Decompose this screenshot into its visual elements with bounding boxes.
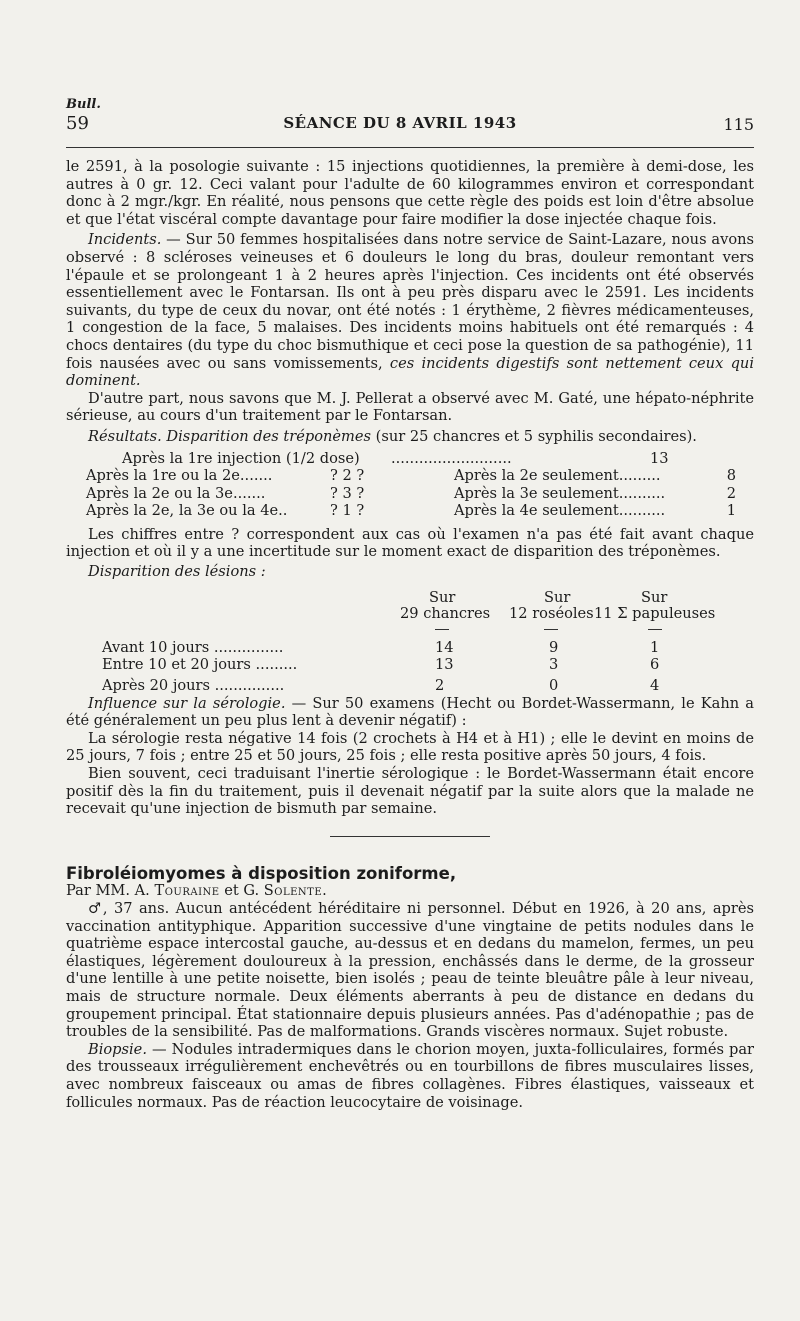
col-sur: Sur xyxy=(544,588,571,606)
row-right: Après la 4e seulement.......... xyxy=(454,502,666,520)
row-left: Après la 2e, la 3e ou la 4e.. xyxy=(86,502,288,520)
row-left: Après la 2e ou la 3e....... xyxy=(86,484,266,502)
article-title: Fibroléiomyomes à disposition zoniforme, xyxy=(66,863,457,883)
col-dash xyxy=(648,629,662,630)
lesions-table-last xyxy=(66,677,754,695)
authors-end: . xyxy=(322,882,327,900)
case-paragraph: ♂, 37 ans. Aucun antécédent héréditaire ni personnel. Début en 1926, à 20 ans, après vaccination antityphique. Apparition successive d'une vingtaine de petits nodules dans le quatrième espace intercostal gauche, au-dessus et en dedans du mamelon, fermes, un peu élastiques, légèrement douloureux à la pression, enchâssés dans le derme, de la grosseur d'une lentille à une petite noisette, bien isolés ; peau de teinte bleuâtre pâle à leur niveau, mais de structure normale. Deux éléments aberrants à peu de distance en dedans du groupement principal. État stationnaire depuis plusieurs années. Pas d'adénopathie ; pas de troubles de la sensibilité. Pas de malformations. Grands viscères normaux. Sujet robuste. xyxy=(66,900,754,1041)
table-row xyxy=(66,502,754,520)
resultats-text: (sur 25 chancres et 5 syphilis secondaires). xyxy=(371,427,697,445)
resultats-label: Résultats. Disparition des tréponèmes xyxy=(88,427,371,445)
lesion-value: 6 xyxy=(650,655,660,673)
treponemes-table xyxy=(66,450,754,520)
lesions-table xyxy=(66,581,754,677)
biopsie-label: Biopsie. xyxy=(88,1040,147,1058)
row-label: Après la 1re injection (1/2 dose) xyxy=(122,449,360,467)
row-right-value: 8 xyxy=(726,467,736,485)
lesion-value: 13 xyxy=(435,655,454,673)
lesions-label: Disparition des lésions : xyxy=(88,563,266,581)
volume-number: 59 xyxy=(66,113,89,134)
row-left: Après la 1re ou la 2e....... xyxy=(86,467,273,485)
section-separator xyxy=(330,836,490,837)
biopsie-paragraph xyxy=(66,1041,754,1111)
running-title: SÉANCE DU 8 AVRIL 1943 xyxy=(283,114,517,132)
row-right: Après la 3e seulement.......... xyxy=(454,484,666,502)
col-header: 29 chancres xyxy=(400,604,491,622)
author-touraine: Touraine xyxy=(154,882,220,900)
lesion-value: 14 xyxy=(435,638,454,656)
incidents-paragraph xyxy=(66,231,754,389)
lesion-row-label: Après 20 jours ............... xyxy=(102,676,285,694)
page-body xyxy=(66,158,754,1111)
lesion-value: 2 xyxy=(435,676,445,694)
incidents-label: Incidents. xyxy=(88,231,162,249)
col-dash xyxy=(544,629,558,630)
resultats-heading xyxy=(66,428,754,446)
row-left-value: ? 2 ? xyxy=(330,467,365,485)
serologie-label: Influence sur la sérologie. xyxy=(88,694,286,712)
resultats-note: Les chiffres entre ? correspondent aux cas où l'examen n'a pas été fait avant chaque injection et où il y a une incertitude sur le moment exact de disparition des tréponèmes. xyxy=(66,525,754,561)
incidents-text: — Sur 50 femmes hospitalisées dans notre service de Saint-Lazare, nous avons observé : 8 scléroses veineuses et 6 douleurs le long du bras, douleur remontant vers l'épaule et se prolongeant 1 à 2 heures après l'injection. Ces incidents ont été observés essentiellement avec le Fontarsan. Ils ont à peu près disparu avec le 2591. Les incidents suivants, du type de ceux du novar, ont été notés : 1 érythème, 2 fièvres médicamenteuses, 1 congestion de la face, 5 malaises. Des incidents moins habituels ont été remarqués : 4 chocs dentaires (du type du choc bismuthique et ceci pose la question de sa pathogénie), 11 fois nausées avec ou sans vomissements, xyxy=(66,231,754,372)
col-header: 12 roséoles xyxy=(509,604,594,622)
lesion-value: 0 xyxy=(549,676,559,694)
col-header: 11 Σ papuleuses xyxy=(594,604,716,622)
row-left-value: ? 3 ? xyxy=(330,484,365,502)
lesion-row-label: Avant 10 jours ............... xyxy=(102,638,284,656)
journal-abbrev: Bull. xyxy=(66,97,101,112)
col-dash xyxy=(435,629,449,630)
pellerat-paragraph: D'autre part, nous savons que M. J. Pellerat a observé avec M. Gaté, une hépato-néphrite sérieuse, au cours d'un traitement par le Fontarsan. xyxy=(66,389,754,425)
serologie-inertie: Bien souvent, ceci traduisant l'inertie sérologique : le Bordet-Wassermann était encore positif dès la fin du traitement, puis il devenait négatif par la suite alors que la malade ne recevait qu'une injection de bismuth par semaine. xyxy=(66,765,754,818)
table-row xyxy=(66,467,754,485)
lesion-value: 3 xyxy=(549,655,559,673)
serologie-paragraph xyxy=(66,695,754,730)
col-sur: Sur xyxy=(641,588,668,606)
lesion-row-label: Entre 10 et 20 jours ......... xyxy=(102,655,298,673)
intro-paragraph: le 2591, à la posologie suivante : 15 injections quotidiennes, la première à demi-dose, les autres à 0 gr. 12. Ceci valant pour l'adulte de 60 kilogrammes environ et correspondant donc à 2 mgr./kgr. En réalité, nous pensons que cette règle des poids est loin d'être absolue et que l'état viscéral compte davantage pour faire modifier la dose injectée chaque fois. xyxy=(66,158,754,228)
author-solente: Solente xyxy=(263,882,323,900)
incidents-emphasis: ces incidents digestifs sont nettement ceux qui dominent. xyxy=(66,354,755,390)
lesion-value: 9 xyxy=(549,638,559,656)
header-rule xyxy=(66,147,754,148)
col-sur: Sur xyxy=(429,588,456,606)
row-right: Après la 2e seulement......... xyxy=(454,467,661,485)
row-right-value: 1 xyxy=(726,502,736,520)
serologie-text: — Sur 50 examens (Hecht ou Bordet-Wassermann, le Kahn a été généralement un peu plus lent à devenir négatif) : xyxy=(66,694,755,730)
row-left-value: ? 1 ? xyxy=(330,502,365,520)
row-right-value: 2 xyxy=(726,484,736,502)
table-row xyxy=(66,485,754,503)
page-number: 115 xyxy=(723,115,754,134)
serologie-results: La sérologie resta négative 14 fois (2 crochets à H4 et à H1) ; elle le devint en moins de 25 jours, 7 fois ; entre 25 et 50 jours, 25 fois ; elle resta positive après 50 jours, 4 fois. xyxy=(66,729,754,765)
authors-prefix: Par MM. A. xyxy=(66,882,155,900)
authors-and: et G. xyxy=(219,882,264,900)
biopsie-text: — Nodules intradermiques dans le chorion moyen, juxta-folliculaires, formés par des trousseaux irrégulièrement enchevêtrés ou en tourbillons de fibres musculaires lisses, avec nombreux faisceaux ou amas de fibres collagènes. Fibres élastiques, vaisseaux et follicules normaux. Pas de réaction leucocytaire de voisinage. xyxy=(66,1040,754,1111)
table-row xyxy=(66,450,754,468)
lesion-value: 4 xyxy=(650,676,660,694)
article-authors xyxy=(66,882,754,900)
row-dots: .......................... xyxy=(391,449,512,467)
lesion-value: 1 xyxy=(650,638,660,656)
row-value: 13 xyxy=(650,449,669,467)
